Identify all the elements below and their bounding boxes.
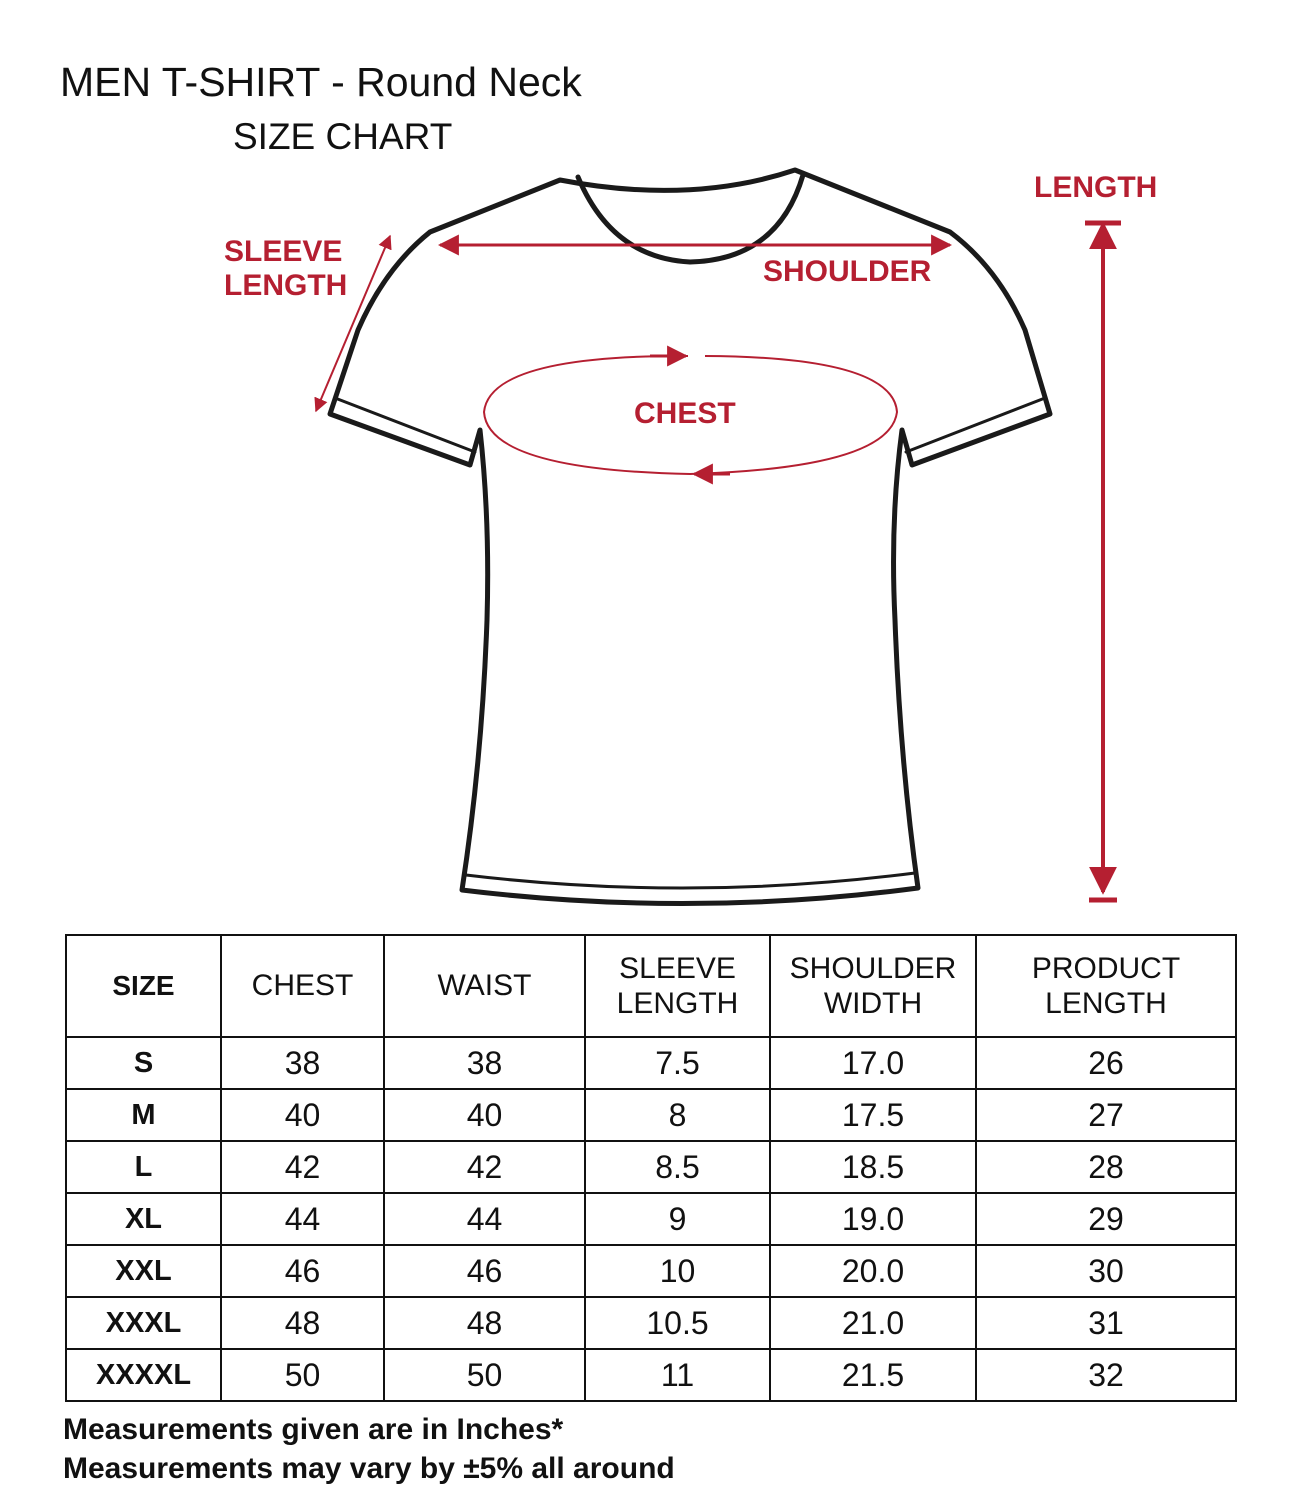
header-size: SIZE [66,935,221,1037]
cell-waist: 48 [384,1297,585,1349]
cell-shoulder: 19.0 [770,1193,976,1245]
header-waist: WAIST [384,935,585,1037]
table-row [66,1141,1236,1193]
cell-chest: 50 [221,1349,384,1401]
cell-chest: 44 [221,1193,384,1245]
cell-length: 32 [976,1349,1236,1401]
cell-waist: 44 [384,1193,585,1245]
cell-size: XXL [66,1245,221,1297]
table-row [66,1193,1236,1245]
tshirt-outline [330,170,1050,904]
cell-length: 31 [976,1297,1236,1349]
header-sleeve-length: SLEEVE LENGTH [585,935,770,1037]
cell-shoulder: 18.5 [770,1141,976,1193]
cell-chest: 38 [221,1037,384,1089]
chest-label: CHEST [634,397,736,430]
cell-sleeve: 10 [585,1245,770,1297]
cell-length: 27 [976,1089,1236,1141]
table-row [66,1297,1236,1349]
cell-length: 26 [976,1037,1236,1089]
cell-sleeve: 8 [585,1089,770,1141]
table-row [66,1089,1236,1141]
cell-size: XXXL [66,1297,221,1349]
cell-sleeve: 8.5 [585,1141,770,1193]
cell-size: L [66,1141,221,1193]
cell-waist: 38 [384,1037,585,1089]
cell-size: M [66,1089,221,1141]
cell-waist: 50 [384,1349,585,1401]
cell-waist: 42 [384,1141,585,1193]
cell-shoulder: 21.5 [770,1349,976,1401]
cell-shoulder: 17.0 [770,1037,976,1089]
cell-shoulder: 17.5 [770,1089,976,1141]
cell-chest: 48 [221,1297,384,1349]
sleeve-length-label: SLEEVE LENGTH [224,235,348,302]
measurement-guides [316,223,1121,900]
cell-chest: 46 [221,1245,384,1297]
table-row [66,1037,1236,1089]
cell-length: 29 [976,1193,1236,1245]
cell-waist: 40 [384,1089,585,1141]
header-product-length: PRODUCT LENGTH [976,935,1236,1037]
cell-chest: 40 [221,1089,384,1141]
cell-length: 30 [976,1245,1236,1297]
length-label: LENGTH [1034,171,1158,204]
shoulder-label: SHOULDER [763,255,932,288]
cell-shoulder: 20.0 [770,1245,976,1297]
table-header-row [66,935,1236,1037]
header-chest: CHEST [221,935,384,1037]
bottom-hem [466,873,915,888]
cell-sleeve: 7.5 [585,1037,770,1089]
note-units: Measurements given are in Inches* [63,1413,564,1446]
size-chart-table [65,934,1237,1402]
cell-size: XL [66,1193,221,1245]
page-subtitle: SIZE CHART [233,116,453,157]
table-row [66,1349,1236,1401]
cell-size: XXXXL [66,1349,221,1401]
cell-length: 28 [976,1141,1236,1193]
cell-waist: 46 [384,1245,585,1297]
cell-size: S [66,1037,221,1089]
cell-sleeve: 11 [585,1349,770,1401]
cell-chest: 42 [221,1141,384,1193]
header-shoulder-width: SHOULDER WIDTH [770,935,976,1037]
cell-sleeve: 9 [585,1193,770,1245]
note-variance: Measurements may vary by ±5% all around [63,1452,675,1485]
cell-sleeve: 10.5 [585,1297,770,1349]
tshirt-body [330,170,1050,904]
table-row [66,1245,1236,1297]
cell-shoulder: 21.0 [770,1297,976,1349]
page-title: MEN T-SHIRT - Round Neck [60,59,582,105]
measurement-notes [63,1410,675,1488]
